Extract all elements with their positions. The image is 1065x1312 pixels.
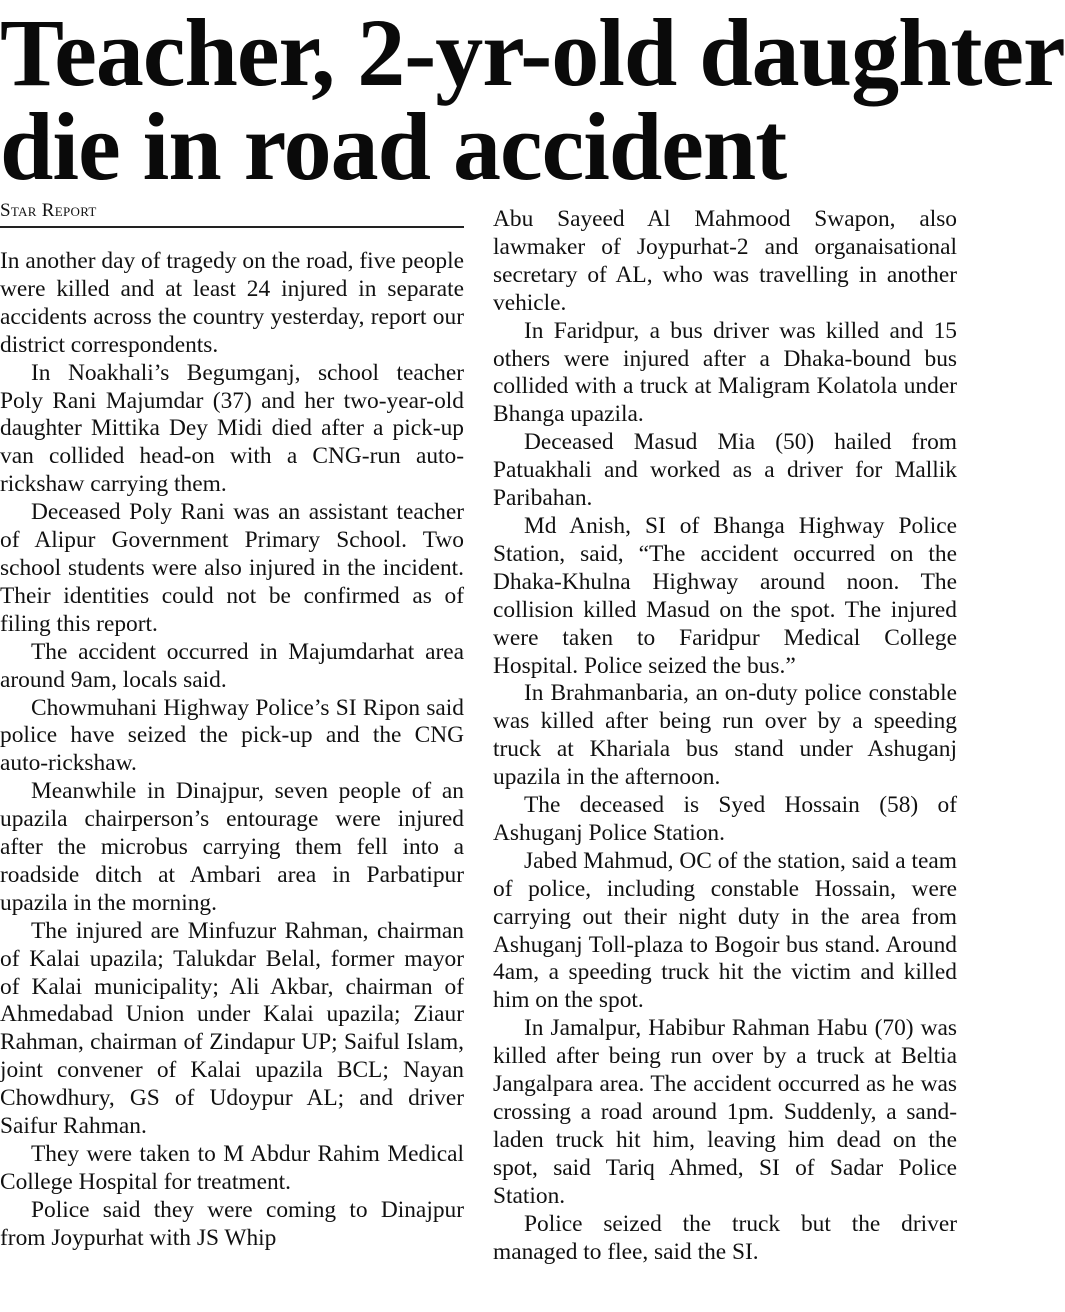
paragraph: The deceased is Syed Hossain (58) of Ashuganj Police Station. [493,792,957,846]
paragraph: Deceased Poly Rani was an assistant teacher of Alipur Government Primary School. Two school students were also injured in the incident. Their identities could not be confirmed as of filing this report. [0,499,464,637]
left-column [0,248,464,1253]
paragraph: Jabed Mahmud, OC of the station, said a team of police, including constable Hossain, were carrying out their night duty in the area from Ashuganj Toll-plaza to Bogoir bus stand. Around 4am, a speeding truck hit the victim and killed him on the spot. [493,847,957,1014]
paragraph: Meanwhile in Dinajpur, seven people of an upazila chairperson’s entourage were injured after the microbus carrying them fell into a roadside ditch at Ambari area in Parbatipur upazila in the morning. [0,778,464,916]
byline: Star Report [0,200,464,228]
right-column [493,206,957,1266]
paragraph: Chowmuhani Highway Police’s SI Ripon said police have seized the pick-up and the CNG auto-rickshaw. [0,694,464,777]
paragraph: In Faridpur, a bus driver was killed and 15 others were injured after a Dhaka-bound bus collided with a truck at Maligram Kolatola under Bhanga upazila. [493,317,957,428]
paragraph: In another day of tragedy on the road, five people were killed and at least 24 injured in separate accidents across the country yesterday, report our district correspondents. [0,248,464,358]
paragraph: The injured are Minfuzur Rahman, chairman of Kalai upazila; Talukdar Belal, former mayor of Kalai municipality; Ali Akbar, chairman of Ahmedabad Union under Kalai upazila; Ziaur Rahman, chairman of Zindapur UP; Saiful Islam, joint convener of Kalai upazila BCL; Nayan Chowdhury, GS of Udoypur AL; and driver Saifur Rahman. [0,917,464,1140]
paragraph: Abu Sayeed Al Mahmood Swapon, also lawmaker of Joypurhat-2 and organaisational secretary of AL, who was travelling in another vehicle. [493,206,957,316]
paragraph: In Noakhali’s Begumganj, school teacher Poly Rani Majumdar (37) and her two-year-old daughter Mittika Dey Midi died after a pick-up van collided head-on with a CNG-run auto-rickshaw carrying them. [0,359,464,498]
headline [0,0,1065,200]
paragraph: Police said they were coming to Dinajpur from Joypurhat with JS Whip [0,1196,464,1251]
paragraph: In Brahmanbaria, an on-duty police constable was killed after being run over by a speeding truck at Khariala bus stand under Ashuganj upazila in the afternoon. [493,680,957,791]
paragraph: In Jamalpur, Habibur Rahman Habu (70) was killed after being run over by a truck at Beltia Jangalpara area. The accident occurred as he was crossing a road around 1pm. Suddenly, a sand-laden truck hit him, leaving him dead on the spot, said Tariq Ahmed, SI of Sadar Police Station. [493,1015,957,1209]
paragraph: Deceased Masud Mia (50) hailed from Patuakhali and worked as a driver for Mallik Paribahan. [493,429,957,512]
paragraph: The accident occurred in Majumdarhat area around 9am, locals said. [0,638,464,693]
paragraph: Police seized the truck but the driver managed to flee, said the SI. [493,1210,957,1265]
headline-line-2: die in road accident [0,93,787,200]
paragraph: Md Anish, SI of Bhanga Highway Police Station, said, “The accident occurred on the Dhaka-Khulna Highway around noon. The collision killed Masud on the spot. The injured were taken to Faridpur Medical College Hospital. Police seized the bus.” [493,512,957,679]
paragraph: They were taken to M Abdur Rahim Medical College Hospital for treatment. [0,1141,464,1195]
headline-line-1: Teacher, 2-yr-old daughter [0,0,1065,106]
